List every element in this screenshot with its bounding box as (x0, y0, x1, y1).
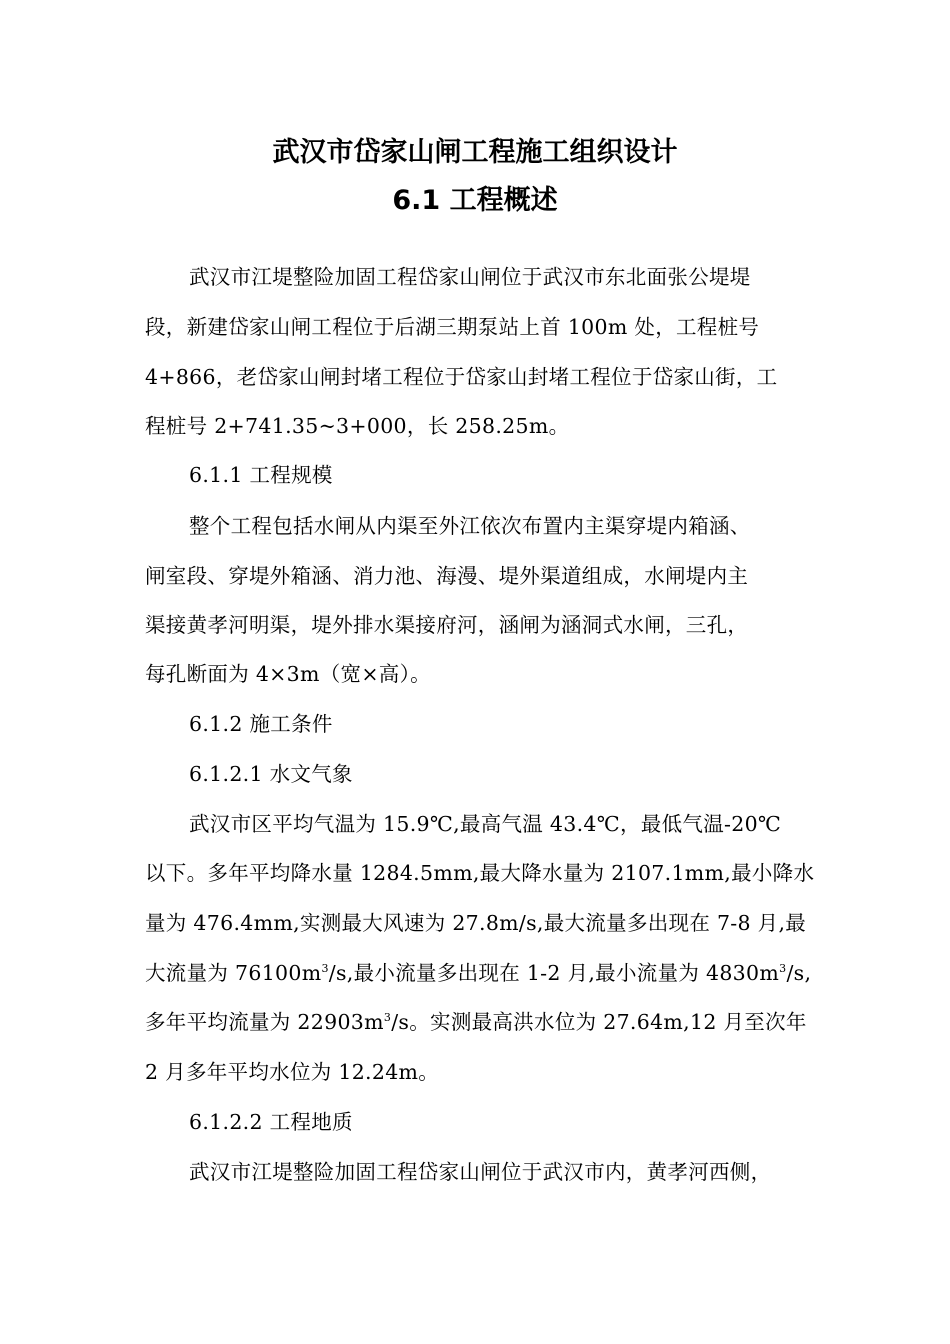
paragraph-line: 渠接黄孝河明渠，堤外排水渠接府河，涵闸为涵洞式水闸，三孔， (145, 613, 749, 637)
superscript: 3 (779, 962, 787, 975)
subsection-heading: 6.1.1 工程规模 (189, 463, 333, 487)
subsection-heading: 6.1.2.1 水文气象 (189, 762, 353, 786)
section-heading: 6.1 工程概述 (392, 185, 558, 216)
paragraph-line: 整个工程包括水闸从内渠至外江依次布置内主渠穿堤内箱涵、 (189, 514, 751, 538)
line-text: 多年平均流量为 22903m (145, 1010, 384, 1034)
paragraph-line: 量为 476.4mm,实测最大风速为 27.8m/s,最大流量多出现在 7-8 月,最 (145, 911, 807, 935)
paragraph-line: 4+866，老岱家山闸封堵工程位于岱家山封堵工程位于岱家山街，工 (145, 365, 778, 389)
line-text: /s, (786, 961, 812, 985)
paragraph-line: 闸室段、穿堤外箱涵、消力池、海漫、堤外渠道组成，水闸堤内主 (145, 564, 749, 588)
paragraph-line: 武汉市江堤整险加固工程岱家山闸位于武汉市内，黄孝河西侧， (189, 1160, 772, 1184)
paragraph-line: 武汉市区平均气温为 15.9℃,最高气温 43.4℃，最低气温-20℃ (189, 812, 782, 836)
superscript: 3 (383, 1011, 392, 1024)
paragraph-line: 武汉市江堤整险加固工程岱家山闸位于武汉市东北面张公堤堤 (189, 265, 751, 289)
paragraph-line (145, 1007, 807, 1037)
paragraph-line (145, 958, 811, 988)
paragraph-line: 每孔断面为 4×3m（宽×高）。 (145, 662, 431, 686)
subsection-heading: 6.1.2.2 工程地质 (189, 1110, 353, 1134)
paragraph-line: 程桩号 2+741.35~3+000，长 258.25m。 (145, 414, 570, 438)
line-text: /s。实测最高洪水位为 27.64m,12 月至次年 (391, 1010, 807, 1034)
document-title: 武汉市岱家山闸工程施工组织设计 (272, 137, 678, 168)
line-text: 大流量为 76100m (145, 961, 322, 985)
subsection-heading: 6.1.2 施工条件 (189, 712, 333, 736)
paragraph-line: 以下。多年平均降水量 1284.5mm,最大降水量为 2107.1mm,最小降水 (145, 861, 815, 885)
superscript: 3 (321, 962, 329, 975)
paragraph-line: 2 月多年平均水位为 12.24m。 (145, 1060, 440, 1084)
line-text: /s,最小流量多出现在 1-2 月,最小流量为 4830m (328, 961, 780, 985)
paragraph-line: 段，新建岱家山闸工程位于后湖三期泵站上首 100m 处，工程桩号 (145, 315, 760, 339)
